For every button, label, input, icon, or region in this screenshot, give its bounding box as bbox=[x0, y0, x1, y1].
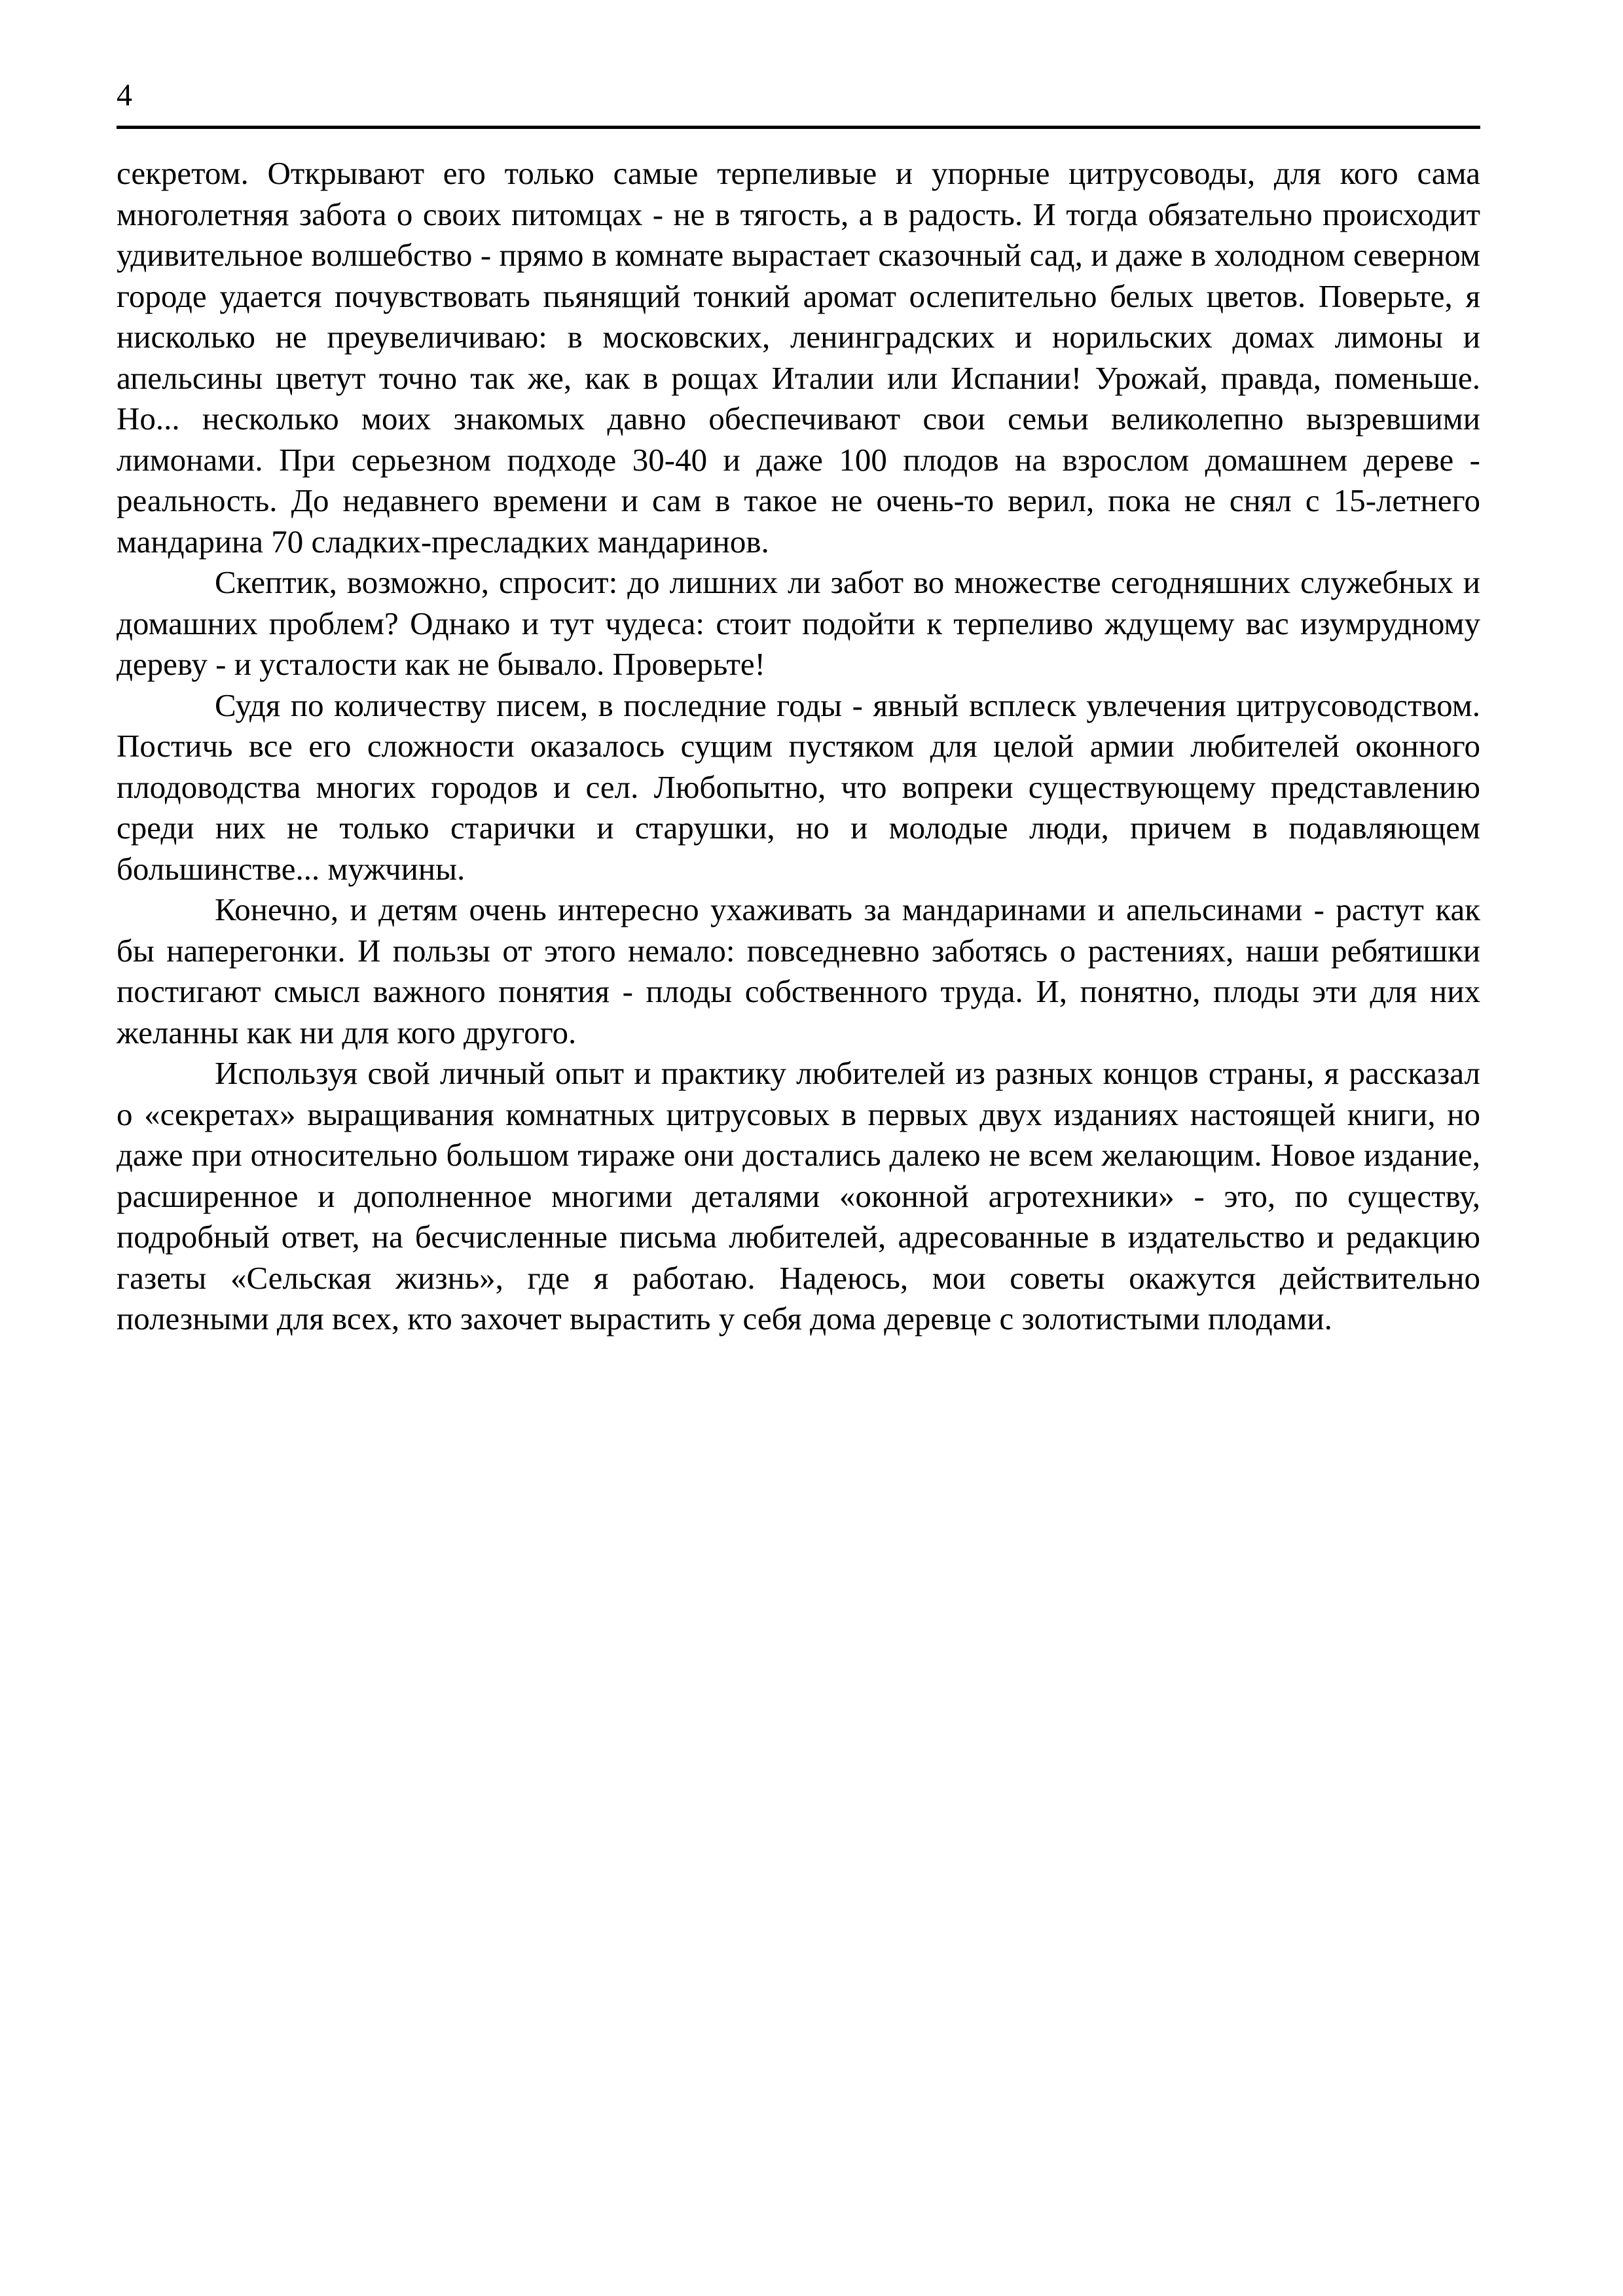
page-header bbox=[117, 77, 1480, 129]
paragraph: Используя свой личный опыт и практику любителей из разных концов страны, я рассказал о «секретах» выращивания комнатных цитрусовых в первых двух изданиях настоящей книги, но даже при относительно большом тираже они достались далеко не всем желающим. Новое издание, расширенное и дополненное многими деталями «оконной агротехники» - это, по существу, подробный ответ, на бесчисленные письма любителей, адресованные в издательство и редакцию газеты «Сельская жизнь», где я работаю. Надеюсь, мои советы окажутся действительно полезными для всех, кто захочет вырастить у себя дома деревце с золотистыми плодами. bbox=[117, 1055, 1480, 1336]
body-text bbox=[117, 153, 1480, 1340]
paragraph-continuation: секретом. Открывают его только самые терпеливые и упорные цитрусоводы, для кого сама многолетняя забота о своих питомцах - не в тягость, а в радость. И тогда обязательно происходит удивительное волшебство - прямо в комнате вырастает сказочный сад, и даже в холодном северном городе удается почувствовать пьянящий тонкий аромат ослепительно белых цветов. Поверьте, я нисколько не преувеличиваю: в московских, ленинградских и норильских домах лимоны и апельсины цветут точно так же, как в рощах Италии или Испании! Урожай, правда, поменьше. Но... несколько моих знакомых давно обеспечивают свои семьи великолепно вызревшими лимонами. При серьезном подходе 30-40 и даже 100 плодов на взрослом домашнем дереве - реальность. До недавнего времени и сам в такое не очень-то верил, пока не снял с 15-летнего мандарина 70 сладких-пресладких мандаринов. bbox=[117, 155, 1480, 560]
paragraph: Скептик, возможно, спросит: до лишних ли забот во множестве сегодняшних служебных и домашних проблем? Однако и тут чудеса: стоит подойти к терпеливо ждущему вас изумрудному дереву - и усталости как не бывало. Проверьте! bbox=[117, 564, 1480, 682]
page-number: 4 bbox=[117, 78, 132, 113]
paragraph: Конечно, и детям очень интересно ухаживать за мандаринами и апельсинами - растут как бы наперегонки. И пользы от этого немало: повседневно заботясь о растениях, наши ребятишки постигают смысл важного понятия - плоды собственного труда. И, понятно, плоды эти для них желанны как ни для кого другого. bbox=[117, 891, 1480, 1050]
paragraph: Судя по количеству писем, в последние годы - явный всплеск увлечения цитрусоводством. Постичь все его сложности оказалось сущим пустяком для целой армии любителей оконного плодоводства многих городов и сел. Любопытно, что вопреки существующему представлению среди них не только старички и старушки, но и молодые люди, причем в подавляющем большинстве... мужчины. bbox=[117, 687, 1480, 887]
